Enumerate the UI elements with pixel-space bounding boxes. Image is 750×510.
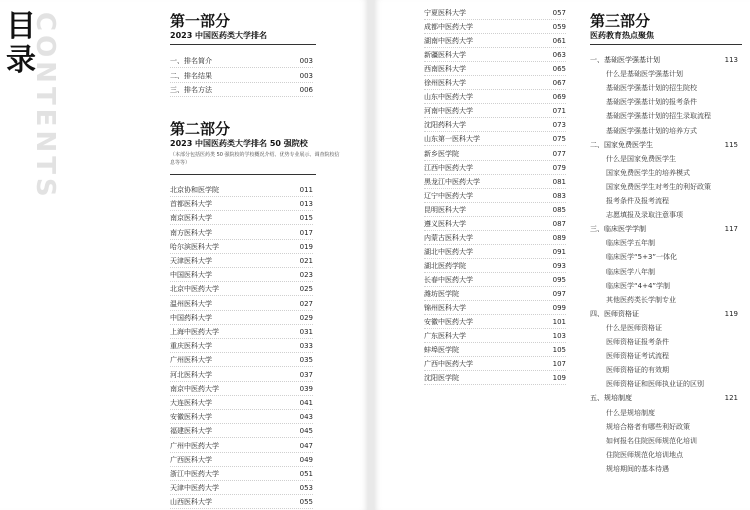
entry-label: 潍坊医学院	[424, 290, 459, 298]
part2-title: 第二部分	[170, 120, 231, 138]
toc-entry	[170, 356, 313, 365]
entry-divider	[424, 300, 566, 301]
toc-entry	[170, 86, 313, 95]
entry-page: 083	[552, 191, 566, 200]
entry-label: 医师资格证报考条件	[606, 338, 669, 346]
entry-label: 北京协和医学院	[170, 186, 219, 194]
entry-label: 安徽中医药大学	[424, 318, 473, 327]
toc-entry	[424, 290, 566, 299]
toc-entry	[424, 65, 566, 74]
entry-label: 住院医师规范化培训地点	[606, 450, 683, 459]
subsection-entry	[590, 197, 738, 206]
toc-entry	[170, 470, 313, 479]
toc-entry	[424, 192, 566, 201]
entry-label: 湖南中医药大学	[424, 37, 473, 46]
entry-label: 天津中医药大学	[170, 484, 219, 493]
entry-divider	[170, 409, 313, 410]
subsection-entry	[590, 211, 738, 220]
subsection-entry	[590, 84, 738, 93]
entry-page: 091	[552, 247, 566, 256]
entry-label: 河北医科大学	[170, 370, 212, 379]
entry-label: 宁夏医科大学	[424, 9, 466, 17]
toc-entry	[424, 206, 566, 215]
entry-divider	[424, 61, 566, 62]
entry-page: 113	[724, 56, 738, 64]
entry-label: 三、排名方法	[170, 86, 212, 94]
entry-label: 上海中医药大学	[170, 328, 219, 336]
entry-divider	[424, 370, 566, 371]
entry-label: 四、医师资格证	[590, 309, 639, 318]
entry-divider	[424, 103, 566, 104]
subsection-entry	[590, 98, 738, 107]
entry-divider	[170, 338, 313, 339]
entry-page: 089	[552, 233, 566, 242]
entry-label: 南方医科大学	[170, 228, 212, 237]
toc-entry	[424, 220, 566, 229]
entry-divider	[424, 75, 566, 76]
subsection-entry	[590, 112, 738, 121]
toc-entry	[170, 314, 313, 323]
entry-page: 121	[724, 394, 738, 403]
toc-entry	[170, 243, 313, 252]
toc-entry	[170, 285, 313, 294]
subsection-entry	[590, 70, 738, 79]
entry-label: 山东第一医科大学	[424, 135, 480, 144]
toc-entry	[170, 385, 313, 394]
toc-entry	[424, 178, 566, 187]
entry-divider	[424, 145, 566, 146]
toc-entry	[170, 328, 313, 337]
subsection-entry	[590, 324, 738, 333]
toc-entry	[424, 332, 566, 341]
entry-label: 其他医药类长学制专业	[606, 295, 676, 304]
entry-label: 什么是基础医学强基计划	[606, 70, 683, 79]
entry-page: 105	[552, 346, 566, 355]
entry-divider	[424, 19, 566, 20]
entry-divider	[424, 286, 566, 287]
entry-divider	[424, 33, 566, 34]
entry-label: 规培期间的基本待遇	[606, 464, 669, 473]
toc-entry	[170, 498, 313, 507]
toc-entry	[170, 427, 313, 436]
section-entry	[590, 394, 738, 403]
toc-entry	[170, 271, 313, 280]
toc-entry	[424, 51, 566, 60]
toc-entry	[170, 456, 313, 465]
entry-label: 二、国家免费医学生	[590, 140, 653, 149]
entry-label: 广州医科大学	[170, 356, 212, 365]
entry-label: 河南中医药大学	[424, 107, 473, 116]
entry-label: 锦州医科大学	[424, 304, 466, 313]
entry-label: 内蒙古医科大学	[424, 233, 473, 242]
entry-label: 沈阳医学院	[424, 374, 459, 383]
part1-subtitle: 2023 中国医药类大学排名	[170, 31, 268, 40]
toc-entry	[424, 248, 566, 257]
toc-entry	[170, 57, 313, 66]
entry-divider	[170, 281, 313, 282]
entry-label: 南京医科大学	[170, 214, 212, 223]
entry-label: 志愿填报及录取注意事项	[606, 211, 683, 220]
entry-divider	[170, 508, 313, 509]
entry-label: 如何报名住院医师规范化培训	[606, 436, 697, 445]
entry-label: 成都中医药大学	[424, 23, 473, 32]
subsection-entry	[590, 338, 738, 347]
part2-note: （本部分包括医药类 50 强院校的学校概况介绍、优势专业展示、调查院校信息等等）	[170, 152, 340, 166]
entry-page: 103	[552, 332, 566, 341]
entry-divider	[424, 384, 566, 385]
entry-label: 临床医学八年制	[606, 267, 655, 276]
entry-divider	[170, 67, 313, 68]
toc-entry	[424, 150, 566, 159]
entry-label: 广西医科大学	[170, 455, 212, 464]
entry-label: 五、规培制度	[590, 394, 632, 403]
entry-page: 017	[299, 228, 313, 237]
entry-page: 079	[552, 163, 566, 172]
subsection-entry	[590, 253, 738, 262]
entry-divider	[424, 47, 566, 48]
entry-label: 什么是规培制度	[606, 408, 655, 417]
toc-entry	[170, 257, 313, 266]
right-page	[374, 0, 750, 510]
entry-page: 051	[299, 470, 313, 478]
entry-label: 遵义医科大学	[424, 219, 466, 228]
entry-divider	[424, 272, 566, 273]
entry-page: 073	[552, 121, 566, 130]
entry-label: 沈阳药科大学	[424, 121, 466, 130]
entry-page: 015	[299, 214, 313, 223]
entry-page: 069	[552, 93, 566, 102]
toc-entry	[424, 346, 566, 355]
subsection-entry	[590, 296, 738, 305]
entry-label: 蚌埠医学院	[424, 346, 459, 355]
subsection-entry	[590, 352, 738, 361]
entry-label: 昆明医科大学	[424, 205, 466, 214]
entry-label: 国家免费医学生的培养模式	[606, 168, 690, 177]
entry-label: 徐州医科大学	[424, 79, 466, 88]
entry-label: 大连医科大学	[170, 399, 212, 407]
contents-char-2: 录	[6, 43, 36, 78]
entry-page: 027	[299, 299, 313, 308]
entry-page: 095	[552, 275, 566, 284]
toc-entry	[424, 135, 566, 144]
entry-label: 黑龙江中医药大学	[424, 177, 480, 186]
entry-page: 043	[299, 413, 313, 422]
entry-page: 093	[552, 261, 566, 270]
entry-divider	[424, 89, 566, 90]
entry-page: 063	[552, 51, 566, 60]
entry-label: 医师资格证和医师执业证的区别	[606, 380, 704, 389]
toc-entry	[170, 300, 313, 309]
subsection-entry	[590, 380, 738, 389]
entry-label: 重庆医科大学	[170, 342, 212, 351]
toc-entry	[424, 234, 566, 243]
entry-divider	[170, 423, 313, 424]
toc-entry	[424, 37, 566, 46]
entry-label: 湖北医药学院	[424, 261, 466, 270]
entry-label: 医师资格证考试流程	[606, 352, 669, 361]
entry-divider	[424, 202, 566, 203]
subsection-entry	[590, 268, 738, 277]
entry-divider	[424, 174, 566, 175]
entry-label: 临床医学“5+3”一体化	[606, 253, 678, 262]
entry-page: 003	[299, 71, 313, 80]
part1-title: 第一部分	[170, 12, 231, 30]
entry-label: 长春中医药大学	[424, 275, 473, 284]
entry-label: 国家免费医学生对考生的利好政策	[606, 182, 711, 191]
entry-page: 021	[299, 257, 313, 265]
toc-entry	[170, 229, 313, 238]
part3-title: 第三部分	[590, 12, 651, 30]
contents-char-1: 目	[6, 9, 36, 44]
toc-entry	[424, 374, 566, 383]
entry-page: 107	[552, 360, 566, 369]
entry-page: 039	[299, 384, 313, 393]
toc-entry	[170, 186, 313, 195]
entry-divider	[424, 342, 566, 343]
entry-page: 023	[299, 271, 313, 280]
entry-page: 035	[299, 356, 313, 365]
entry-divider	[170, 381, 313, 382]
part3-subtitle: 医药教育热点聚焦	[590, 31, 654, 40]
entry-label: 基础医学强基计划的培养方式	[606, 126, 697, 135]
entry-page: 049	[299, 455, 313, 464]
toc-entry	[424, 360, 566, 369]
entry-label: 一、基础医学强基计划	[590, 56, 660, 64]
left-page	[0, 0, 368, 510]
entry-page: 057	[552, 9, 566, 17]
subsection-entry	[590, 239, 738, 248]
entry-divider	[424, 188, 566, 189]
subsection-entry	[590, 366, 738, 375]
subsection-entry	[590, 282, 738, 291]
entry-page: 025	[299, 285, 313, 294]
entry-page: 037	[299, 370, 313, 379]
entry-label: 基础医学强基计划的招生录取流程	[606, 112, 711, 121]
subsection-entry	[590, 409, 738, 418]
entry-page: 117	[724, 225, 738, 234]
toc-entry	[424, 262, 566, 271]
toc-entry	[170, 442, 313, 451]
entry-label: 山东中医药大学	[424, 93, 473, 102]
entry-page: 109	[552, 374, 566, 383]
entry-divider	[170, 395, 313, 396]
entry-label: 临床医学“4+4”学制	[606, 281, 671, 290]
entry-page: 013	[299, 200, 313, 209]
entry-divider	[170, 239, 313, 240]
subsection-entry	[590, 465, 738, 474]
entry-divider	[424, 117, 566, 118]
subsection-entry	[590, 183, 738, 192]
toc-entry	[170, 371, 313, 380]
subsection-entry	[590, 155, 738, 164]
entry-divider	[424, 328, 566, 329]
entry-divider	[170, 437, 313, 438]
entry-page: 029	[299, 313, 313, 322]
entry-divider	[170, 480, 313, 481]
entry-page: 059	[552, 23, 566, 32]
entry-label: 山西医科大学	[170, 498, 212, 507]
entry-divider	[170, 352, 313, 353]
entry-label: 医师资格证的有效期	[606, 366, 669, 375]
entry-divider	[170, 494, 313, 495]
entry-page: 085	[552, 205, 566, 214]
entry-label: 临床医学五年制	[606, 239, 655, 248]
entry-page: 003	[299, 57, 313, 65]
section-entry	[590, 310, 738, 319]
entry-label: 规培合格者有哪些利好政策	[606, 422, 690, 431]
entry-page: 061	[552, 37, 566, 46]
entry-page: 047	[299, 441, 313, 450]
entry-label: 新乡医学院	[424, 149, 459, 158]
entry-page: 031	[299, 328, 313, 336]
entry-divider	[170, 366, 313, 367]
entry-divider	[424, 244, 566, 245]
subsection-entry	[590, 127, 738, 136]
subsection-entry	[590, 169, 738, 178]
entry-label: 二、排名结果	[170, 71, 212, 80]
entry-divider	[170, 224, 313, 225]
entry-divider	[424, 356, 566, 357]
entry-label: 安徽医科大学	[170, 413, 212, 422]
entry-page: 081	[552, 177, 566, 186]
entry-divider	[170, 295, 313, 296]
entry-divider	[170, 466, 313, 467]
entry-label: 北京中医药大学	[170, 285, 219, 294]
entry-label: 广西中医药大学	[424, 360, 473, 369]
entry-divider	[170, 452, 313, 453]
part3-rule	[590, 44, 742, 45]
entry-page: 033	[299, 342, 313, 351]
entry-divider	[170, 82, 313, 83]
toc-entry	[424, 93, 566, 102]
entry-label: 辽宁中医药大学	[424, 191, 473, 200]
section-entry	[590, 56, 738, 65]
entry-label: 江西中医药大学	[424, 163, 473, 172]
entry-divider	[170, 310, 313, 311]
entry-divider	[424, 230, 566, 231]
entry-divider	[424, 160, 566, 161]
entry-label: 广东医科大学	[424, 332, 466, 341]
entry-page: 055	[299, 498, 313, 507]
entry-label: 温州医科大学	[170, 299, 212, 308]
entry-label: 西南医科大学	[424, 65, 466, 74]
entry-page: 097	[552, 290, 566, 298]
entry-label: 福建医科大学	[170, 427, 212, 436]
entry-label: 中国医科大学	[170, 271, 212, 280]
entry-label: 什么是医师资格证	[606, 323, 662, 332]
entry-label: 新疆医科大学	[424, 51, 466, 60]
subsection-entry	[590, 437, 738, 446]
entry-divider	[424, 131, 566, 132]
entry-divider	[170, 96, 313, 97]
entry-divider	[170, 210, 313, 211]
toc-entry	[424, 304, 566, 313]
entry-label: 一、排名简介	[170, 57, 212, 65]
toc-entry	[424, 107, 566, 116]
toc-entry	[170, 484, 313, 493]
entry-label: 湖北中医药大学	[424, 247, 473, 256]
toc-entry	[170, 413, 313, 422]
entry-label: 天津医科大学	[170, 257, 212, 265]
entry-label: 什么是国家免费医学生	[606, 154, 676, 163]
toc-entry	[170, 399, 313, 408]
entry-label: 中国药科大学	[170, 313, 212, 322]
part2-subtitle: 2023 中国医药类大学排名 50 强院校	[170, 139, 308, 148]
entry-divider	[170, 267, 313, 268]
section-entry	[590, 225, 738, 234]
subsection-entry	[590, 423, 738, 432]
section-entry	[590, 141, 738, 150]
entry-page: 065	[552, 65, 566, 74]
toc-entry	[424, 79, 566, 88]
entry-page: 115	[724, 140, 738, 149]
entry-page: 053	[299, 484, 313, 493]
part1-rule	[170, 44, 316, 45]
entry-page: 075	[552, 135, 566, 144]
entry-page: 119	[724, 309, 738, 318]
entry-label: 基础医学强基计划的招生院校	[606, 84, 697, 93]
entry-label: 报考条件及报考流程	[606, 197, 669, 205]
toc-entry	[424, 164, 566, 173]
toc-entry	[424, 276, 566, 285]
toc-entry	[424, 121, 566, 130]
entry-divider	[424, 314, 566, 315]
entry-label: 哈尔滨医科大学	[170, 242, 219, 251]
entry-label: 三、临床医学学制	[590, 225, 646, 234]
entry-page: 067	[552, 79, 566, 88]
toc-entry	[424, 23, 566, 32]
entry-page: 071	[552, 107, 566, 116]
entry-page: 041	[299, 399, 313, 407]
entry-divider	[170, 253, 313, 254]
entry-divider	[170, 324, 313, 325]
subsection-entry	[590, 451, 738, 460]
toc-entry	[170, 200, 313, 209]
entry-page: 077	[552, 149, 566, 158]
entry-label: 浙江中医药大学	[170, 470, 219, 478]
entry-page: 019	[299, 242, 313, 251]
entry-page: 101	[552, 318, 566, 327]
entry-page: 011	[299, 186, 313, 194]
entry-label: 南京中医药大学	[170, 384, 219, 393]
toc-entry	[170, 72, 313, 81]
toc-entry	[170, 214, 313, 223]
toc-entry	[424, 9, 566, 18]
entry-divider	[424, 258, 566, 259]
contents-watermark: CONTENTS	[30, 12, 60, 201]
toc-entry	[170, 342, 313, 351]
entry-page: 045	[299, 427, 313, 436]
entry-label: 基础医学强基计划的报考条件	[606, 98, 697, 107]
entry-divider	[170, 196, 313, 197]
entry-page: 087	[552, 219, 566, 228]
entry-divider	[424, 216, 566, 217]
entry-page: 006	[299, 86, 313, 94]
entry-page: 099	[552, 304, 566, 313]
entry-label: 首都医科大学	[170, 200, 212, 209]
part2-rule	[170, 174, 316, 175]
entry-label: 广州中医药大学	[170, 441, 219, 450]
toc-entry	[424, 318, 566, 327]
